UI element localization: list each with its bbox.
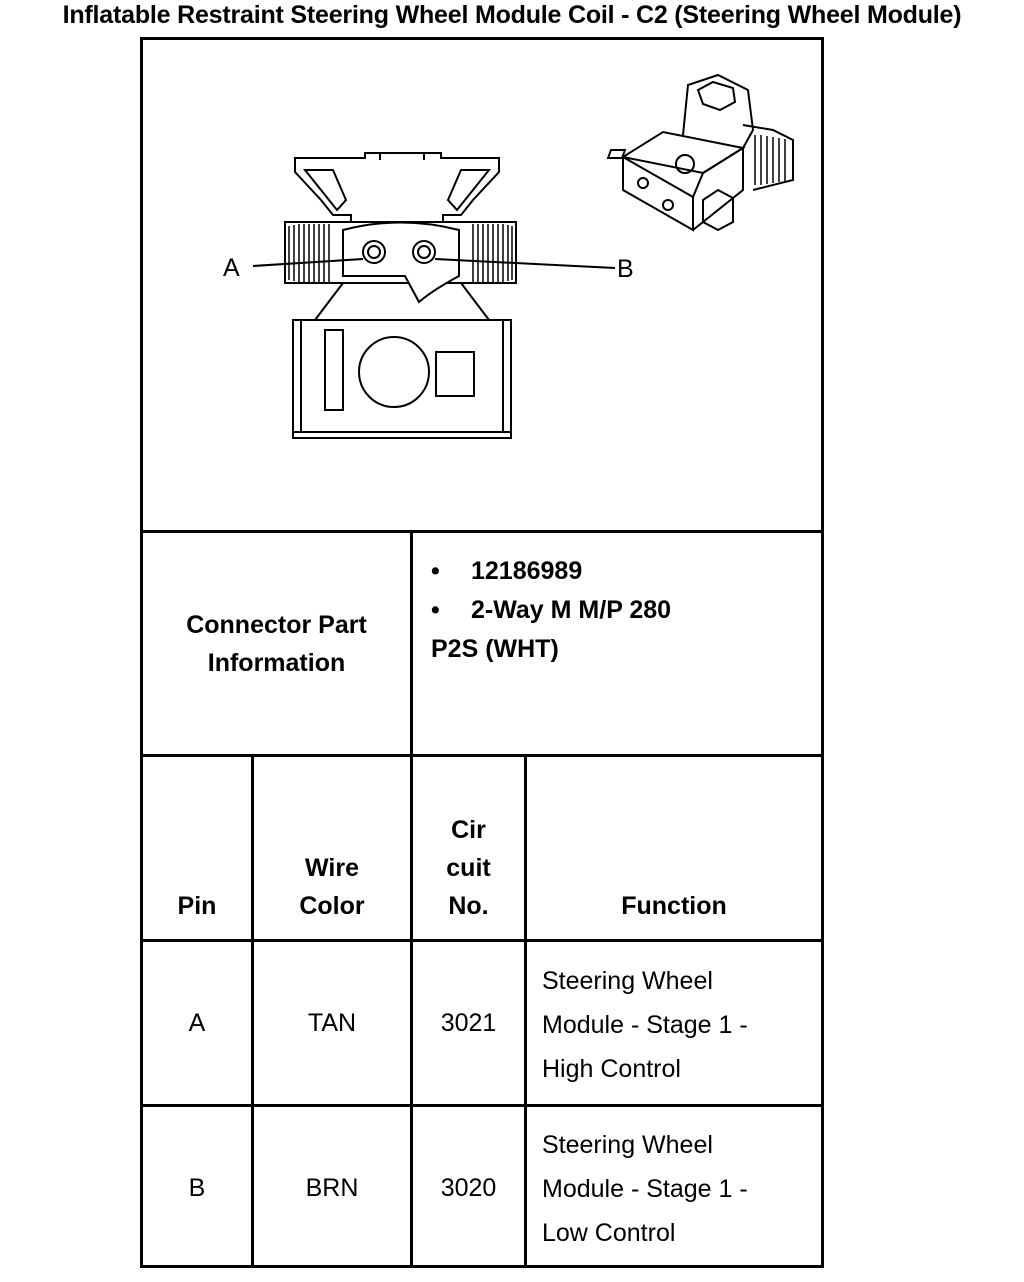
row-a-wire-color (254, 942, 410, 1104)
header-function-label: Function (621, 892, 727, 920)
function-line: Low Control (542, 1219, 676, 1247)
header-circuit-line2: cuit (446, 854, 491, 882)
circuit-value: 3020 (440, 1173, 497, 1202)
header-circuit (413, 757, 524, 939)
circuit-value: 3021 (440, 1009, 497, 1037)
row-a-function (542, 959, 748, 1091)
pin-label-a: A (223, 254, 240, 282)
pin-label-b: B (617, 255, 634, 283)
connector-info-values (431, 552, 811, 669)
pin-value: B (188, 1173, 206, 1202)
row-a-pin (143, 942, 251, 1104)
function-line: Module - Stage 1 - (542, 1011, 748, 1039)
connector-info-label (143, 533, 410, 754)
connector-description-continued: P2S (WHT) (431, 635, 559, 663)
header-wire-color-line1: Wire (305, 854, 359, 882)
header-pin-label: Pin (177, 892, 217, 920)
row-a-circuit (413, 942, 524, 1104)
row-b-circuit (413, 1107, 524, 1268)
row-b-wire-color (254, 1107, 410, 1268)
part-number: 12186989 (471, 557, 583, 585)
header-function (527, 757, 821, 939)
connector-table (140, 37, 824, 1268)
connector-info-label-line1: Connector Part (186, 610, 367, 639)
row-b-pin (143, 1107, 251, 1268)
connector-info-label-line2: Information (207, 648, 346, 677)
function-line: High Control (542, 1055, 681, 1083)
bullet: • (431, 596, 440, 624)
header-wire-color (254, 757, 410, 939)
connector-description: 2-Way M M/P 280 (471, 596, 672, 624)
connector-diagram (143, 40, 821, 532)
wire-color-value: TAN (307, 1009, 357, 1037)
header-pin (143, 757, 251, 939)
wire-color-value: BRN (305, 1173, 359, 1202)
pin-value: A (188, 1009, 206, 1037)
bullet: • (431, 557, 440, 585)
header-circuit-line3: No. (448, 892, 489, 920)
function-line: Module - Stage 1 - (542, 1175, 748, 1203)
header-circuit-line1: Cir (451, 816, 486, 844)
function-line: Steering Wheel (542, 967, 713, 995)
list-item (431, 591, 811, 630)
function-line: Steering Wheel (542, 1131, 713, 1159)
header-wire-color-line2: Color (299, 892, 365, 920)
row-b-function (542, 1123, 748, 1255)
list-item (431, 552, 811, 591)
page-title: Inflatable Restraint Steering Wheel Module Coil - C2 (Steering Wheel Module) (62, 1, 962, 29)
